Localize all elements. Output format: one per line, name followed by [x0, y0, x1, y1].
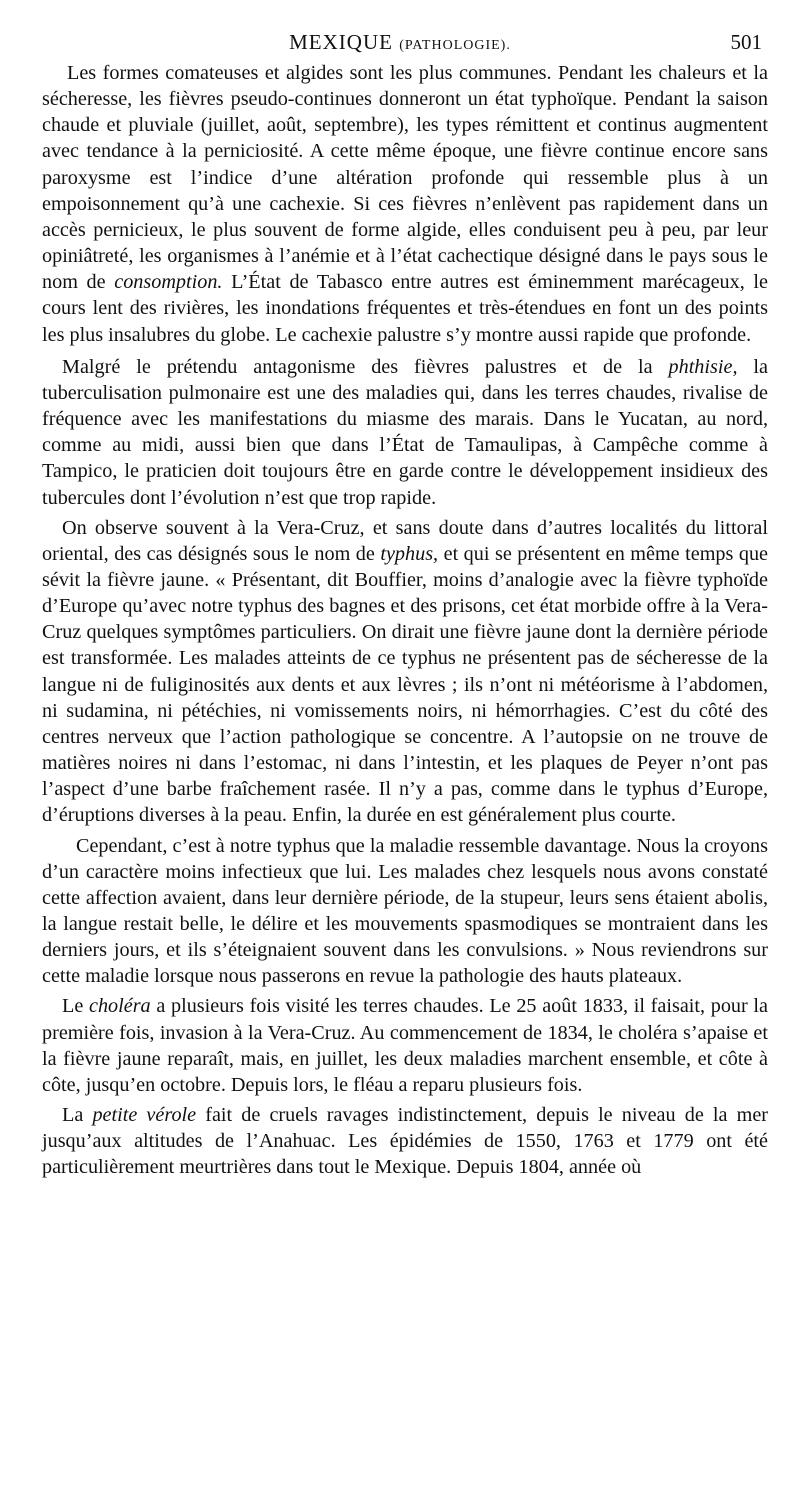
body-text: [42, 60, 768, 1181]
header-title: MEXIQUE: [289, 30, 393, 54]
paragraph-smallpox: La petite vérole fait de cruels ravages indistinctement, depuis le niveau de la mer jusqu’aux altitudes de l’Anahuac. Les épidémies de 1550, 1763 et 1779 ont été particulièrement meurtrières dans tout le Mexique. Depuis 1804, année où: [42, 1104, 768, 1179]
paragraph-cholera: Le choléra a plusieurs fois visité les terres chaudes. Le 25 août 1833, il faisait, pour la première fois, invasion à la Vera-Cruz. Au commencement de 1834, le choléra s’apaise et la fièvre jaune reparaît, mais, en juillet, les deux maladies marchent ensemble, et côte à côte, jusqu’en octobre. Depuis lors, le fléau a reparu plusieurs fois.: [42, 995, 768, 1096]
paragraph-phthisis: Malgré le prétendu antagonisme des fièvres palustres et de la phthisie, la tuberculisation pulmonaire est une des maladies qui, dans les terres chaudes, rivalise de fréquence avec les manifestations du miasme des marais. Dans le Yucatan, au nord, comme au midi, aussi bien que dans l’État de Tamaulipas, à Campêche comme à Tampico, le praticien doit toujours être en garde contre le développement insidieux des tubercules dont l’évolution n’est que trop rapide.: [42, 355, 768, 509]
running-title: [0, 30, 800, 55]
page-number: 501: [730, 30, 762, 54]
paragraph-typhus-continued: Cependant, c’est à notre typhus que la maladie ressemble davantage. Nous la croyons d’un caractère moins infectieux que lui. Les malades chez lesquels nous avons constaté cette affection avaient, dans leur dernière période, de la stupeur, leurs sens étaient abolis, la langue restait belle, le délire et les mouvements spasmodiques se montraient dans les derniers jours, et ils s’éteignaient souvent dans les convulsions. » Nous reviendrons sur cette maladie lorsque nous passerons en revue la pathologie des hauts plateaux.: [42, 834, 768, 988]
header-subtitle: (PATHOLOGIE).: [399, 38, 511, 53]
running-header: [0, 30, 800, 60]
paragraph-typhus: On observe souvent à la Vera-Cruz, et sans doute dans d’autres localités du littoral oriental, des cas désignés sous le nom de typhus, et qui se présentent en même temps que sévit la fièvre jaune. « Présentant, dit Bouffier, moins d’analogie avec la fièvre typhoïde d’Europe qu’avec notre typhus des bagnes et des prisons, cet état morbide offre à la Vera-Cruz quelques symptômes particuliers. On dirait une fièvre jaune dont la dernière période est transformée. Les malades atteints de ce typhus ne présentent pas de sécheresse de la langue ni de fuliginosités aux dents et aux lèvres ; ils n’ont ni météorisme à l’abdomen, ni sudamina, ni pétéchies, ni vomissements noirs, ni hémorrhagies. C’est du côté des centres nerveux que l’action pathologique se concentre. A l’autopsie on ne trouve de matières noires ni dans l’estomac, ni dans l’intestin, et les plaques de Peyer n’ont pas l’aspect d’une barbe fraîchement rasée. Il n’y a pas, comme dans le typhus d’Europe, d’éruptions diverses à la peau. Enfin, la durée en est généralement plus courte.: [42, 516, 769, 827]
paragraph-fevers: Les formes comateuses et algides sont les plus communes. Pendant les chaleurs et la sécheresse, les fièvres pseudo-continues donneront un état typhoïque. Pendant la saison chaude et pluviale (juillet, août, septembre), les types rémittent et continus augmentent avec tendance à la perniciosité. A cette même époque, une fièvre continue encore sans paroxysme est l’indice d’une altération profonde qui ressemble plus à un empoisonnement qu’à une cachexie. Si ces fièvres n’enlèvent pas rapidement dans un accès pernicieux, le plus souvent de forme algide, elles conduisent peu à peu, par leur opiniâtreté, les organismes à l’anémie et à l’état cachectique désigné dans le pays sous le nom de consomption. L’État de Tabasco entre autres est éminemment marécageux, le cours lent des rivières, les inondations fréquentes et très-étendues en font un des points les plus insalubres du globe. Le cachexie palustre s’y montre aussi rapide que profonde.: [42, 62, 768, 346]
